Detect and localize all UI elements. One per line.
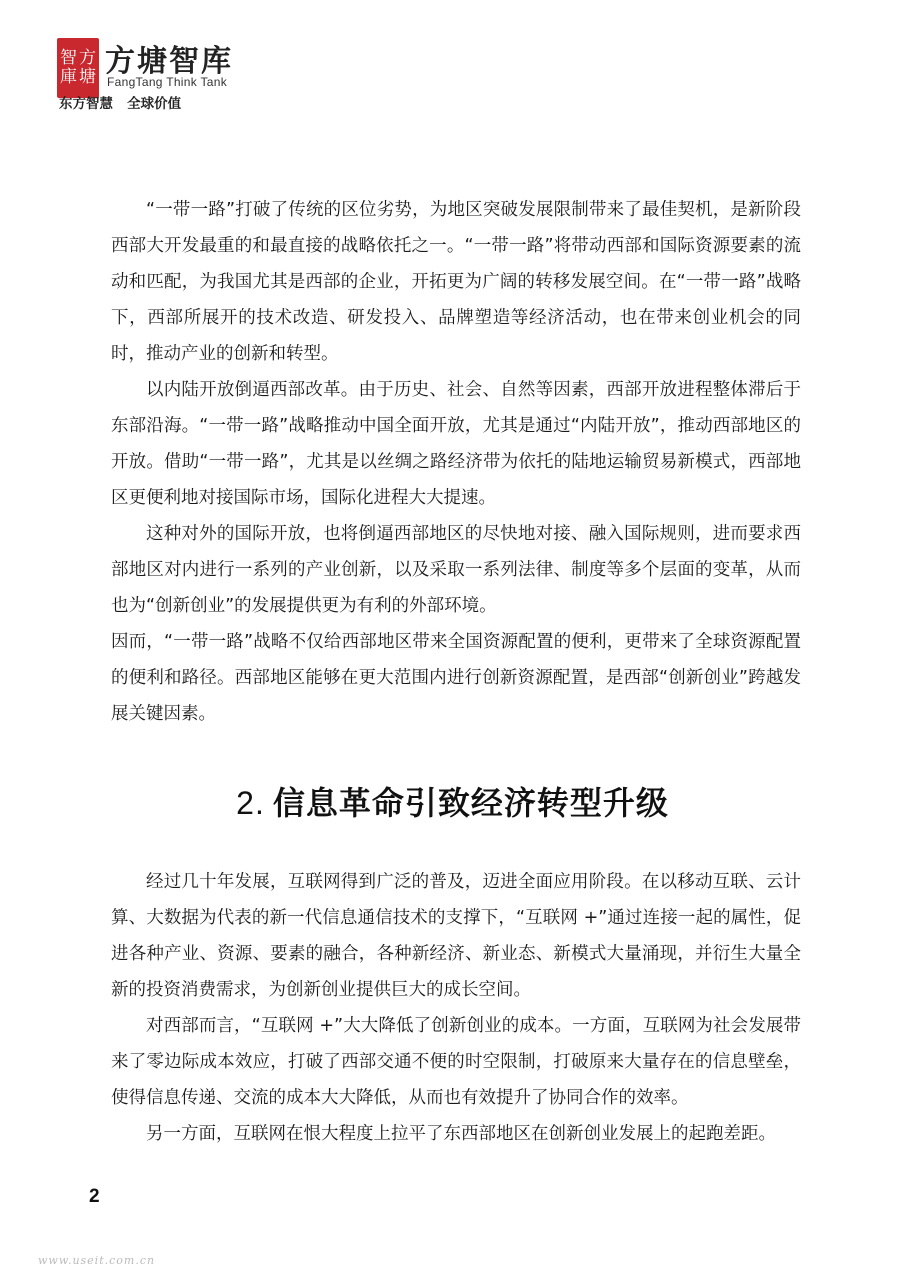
page-number: 2 [89, 1186, 100, 1207]
section-heading [0, 778, 905, 824]
brand-name-en: FangTang Think Tank [107, 75, 227, 89]
seal-logo [57, 38, 99, 98]
paragraph: 因而，“一带一路”战略不仅给西部地区带来全国资源配置的便利，更带来了全球资源配置的便利和路径。西部地区能够在更大范围内进行创新资源配置，是西部“创新创业”跨越发展关键因素。 [111, 632, 801, 724]
seal-char: 庫 [60, 67, 77, 87]
section-title-text: 信息革命引致经济转型升级 [272, 784, 669, 822]
brand-name-cn: 方塘智库 [105, 44, 233, 79]
seal-char: 智 [60, 48, 77, 68]
watermark-url: www.useit.com.cn [38, 1254, 156, 1267]
paragraph: “一带一路”打破了传统的区位劣势，为地区突破发展限制带来了最佳契机，是新阶段西部大开发最重的和最直接的战略依托之一。“一带一路”将带动西部和国际资源要素的流动和匹配，为我国尤其是西部的企业，开拓更为广阔的转移发展空间。在“一带一路”战略下，西部所展开的技术改造、研发投入、品牌塑造等经济活动，也在带来创业机会的同时，推动产业的创新和转型。 [111, 200, 801, 364]
header-logo-block [55, 28, 315, 118]
paragraph: 另一方面，互联网在恨大程度上拉平了东西部地区在创新创业发展上的起跑差距。 [146, 1124, 776, 1144]
seal-char: 塘 [79, 67, 96, 87]
section-2-body [111, 864, 801, 1152]
section-1-body [111, 192, 801, 732]
paragraph: 这种对外的国际开放，也将倒逼西部地区的尽快地对接、融入国际规则，进而要求西部地区对内进行一系列的产业创新，以及采取一系列法律、制度等多个层面的变革，从而也为“创新创业”的发展提供更为有利的外部环境。 [111, 524, 801, 616]
paragraph: 经过几十年发展，互联网得到广泛的普及，迈进全面应用阶段。在以移动互联、云计算、大数据为代表的新一代信息通信技术的支撑下，“互联网 +”通过连接一起的属性，促进各种产业、资源、要素的融合，各种新经济、新业态、新模式大量涌现，并衍生大量全新的投资消费需求，为创新创业提供巨大的成长空间。 [111, 872, 801, 1000]
paragraph: 对西部而言，“互联网 +”大大降低了创新创业的成本。一方面，互联网为社会发展带来了零边际成本效应，打破了西部交通不便的时空限制，打破原来大量存在的信息壁垒，使得信息传递、交流的成本大大降低，从而也有效提升了协同合作的效率。 [111, 1016, 801, 1108]
paragraph: 以内陆开放倒逼西部改革。由于历史、社会、自然等因素，西部开放进程整体滞后于东部沿海。“一带一路”战略推动中国全面开放，尤其是通过“内陆开放”，推动西部地区的开放。借助“一带一路”，尤其是以丝绸之路经济带为依托的陆地运输贸易新模式，西部地区更便利地对接国际市场，国际化进程大大提速。 [111, 380, 801, 508]
section-number: 2. [236, 785, 265, 821]
brand-slogan: 东方智慧 全球价值 [59, 96, 182, 112]
seal-char: 方 [79, 48, 96, 68]
